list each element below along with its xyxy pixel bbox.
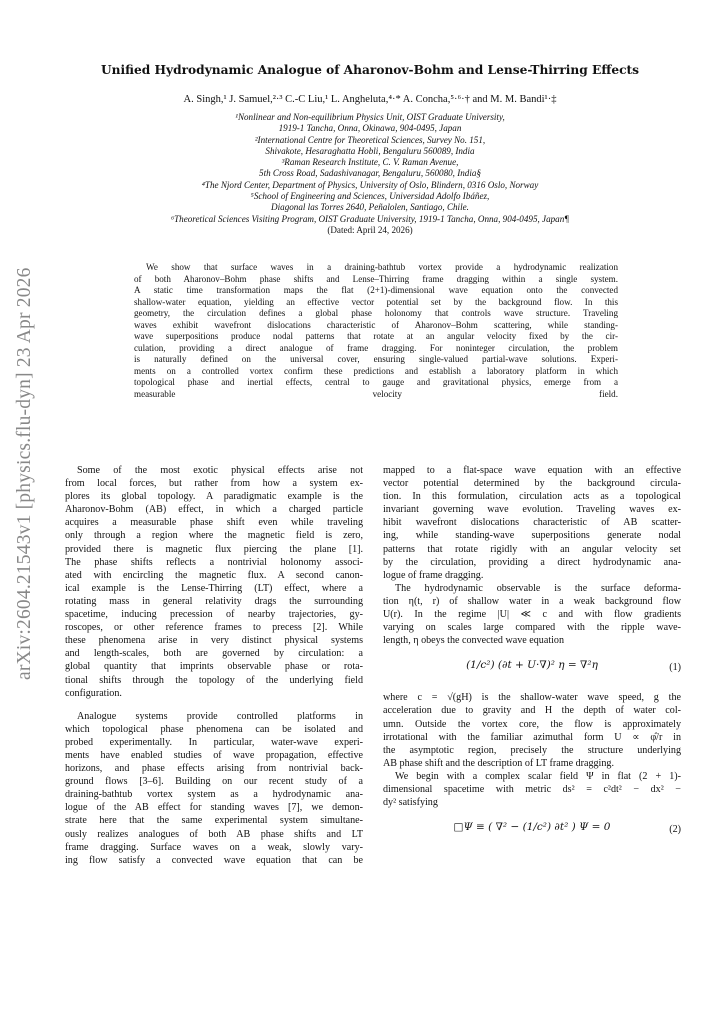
paper-title: Unified Hydrodynamic Analogue of Aharonov-Bohm and Lense-Thirring Effects — [101, 63, 639, 77]
body-line: logue of the AB effect for standing waves [7], we demon- — [65, 802, 363, 814]
body-line: ments have enabled studies of wave propagation, effective — [65, 749, 363, 761]
abstract-line: A static time transformation maps the flat (2+1)-dimensional wave equation onto the convected — [134, 285, 618, 295]
equation-1-number: (1) — [669, 662, 681, 674]
abstract-line: is naturally defined on the universal cover, ensuring single-valued partial-wave solutions. Experi- — [134, 354, 618, 364]
right-column — [383, 464, 681, 853]
abstract-line: shallow-water equation, yielding an effective vector potential set by the background flow. In this — [134, 296, 618, 307]
body-line: from local forces, but rather from how a system ex- — [65, 478, 363, 490]
body-line: The hydrodynamic observable is the surface deforma- — [395, 582, 681, 594]
abstract-line: We show that surface waves in a draining-bathtub vortex provide a hydrodynamic realization — [146, 262, 618, 272]
body-line: ical example is the Lense-Thirring (LT) effect, where a — [65, 582, 363, 594]
body-line: U(r). In the regime |U| ≪ c and with flow gradients — [383, 609, 681, 621]
body-line: Aharonov-Bohm (AB) effect, in which a charged particle — [65, 504, 363, 516]
equation-2 — [383, 815, 681, 849]
body-line: ing, while standing-wave superpositions generate nodal — [383, 530, 681, 542]
body-line: ing flow satisfy a convected wave equation that can be — [65, 854, 363, 866]
body-line: AB phase shift and the description of LT frame dragging. — [383, 757, 614, 769]
body-line: these phenomena arise in very distinct physical systems — [65, 635, 363, 647]
affiliation-line: ⁵School of Engineering and Sciences, Universidad Adolfo Ibáñez, — [250, 191, 490, 202]
body-line: invariant governing wave evolution. Traveling waves ex- — [383, 504, 681, 516]
affiliation-line: 1919-1 Tancha, Onna, Okinawa, 904-0495, Japan — [278, 123, 462, 134]
body-line: ously realizes analogues of both AB phase shifts and LT — [65, 828, 363, 840]
affiliation-line: Diagonal las Torres 2640, Peñalolen, Santiago, Chile. — [271, 202, 469, 213]
body-line: irrotational with the familiar azimuthal form U ∝ φ̂/r in — [383, 731, 681, 743]
equation-2-body: □Ψ ≡ ( ∇² − (1/c²) ∂t² ) Ψ = 0 — [453, 821, 611, 834]
body-line: logue of frame dragging. — [383, 569, 484, 581]
body-line: acceleration due to gravity and H the depth of water col- — [383, 705, 681, 717]
abstract-line: topological phase and inertial effects, central to gauge and gravitational physics, emerge from a — [134, 377, 618, 387]
body-line: and length-scales, both are governed by circulation: a — [65, 648, 363, 660]
abstract-line: geometry, the circulation defines a global phase holonomy that controls wave structure. Traveling — [134, 308, 618, 318]
abstract — [134, 262, 618, 400]
abstract-line: wave superpositions produce nodal patterns that rotate at an angular velocity fixed by the cir- — [134, 331, 618, 341]
body-line: global quantity that imprints observable phase or rota- — [65, 661, 363, 673]
affiliation-line: ¹Nonlinear and Non-equilibrium Physics Unit, OIST Graduate University, — [235, 112, 505, 122]
body-line: provided there is magnetic flux piercing the plane [1]. — [65, 543, 363, 555]
body-line: hibit wavefront dislocations characteristic of AB scatter- — [383, 517, 681, 529]
abstract-line: ments on a controlled vortex confirm these predictions and establish a laboratory platform in which — [134, 365, 618, 376]
equation-1-body: (1/c²) (∂t + U·∇)² η = ∇²η — [466, 659, 598, 672]
body-line: spacetime, inducing precession of nearby trajectories, gy- — [65, 609, 363, 621]
affiliation-line: 5th Cross Road, Sadashivanagar, Bengaluru, 560080, India§ — [259, 168, 481, 179]
affiliation-block — [70, 112, 670, 236]
body-line: vector potential determined by the background circula- — [383, 478, 681, 490]
body-line: mapped to a flat-space wave equation with an effective — [383, 465, 681, 476]
abstract-line: waves exhibit wavefront dislocations characteristic of Aharonov–Bohm scattering, while standing- — [134, 319, 618, 330]
affiliation-line: Shivakote, Hesaraghatta Hobli, Bengaluru 560089, India — [265, 145, 475, 156]
body-line: patterns that rotate rigidly with an angular velocity set — [383, 543, 681, 555]
abstract-line: culation, providing a direct analogue of frame dragging. For noninteger circulation, the problem — [134, 342, 618, 353]
body-line: tion η(t, r) of shallow water in a weak background flow — [383, 595, 681, 607]
dated-line: (Dated: April 24, 2026) — [327, 224, 413, 235]
body-line: by the circulation, providing a direct hydrodynamic ana- — [383, 556, 681, 568]
body-line: draining-bathtub vortex system as a hydrodynamic ana- — [65, 789, 363, 801]
body-line: probed experimentally. In particular, water-wave experi- — [65, 736, 363, 748]
body-line: tional shifts through the topology of the underlying field — [65, 674, 363, 686]
equation-1 — [383, 653, 681, 687]
body-line: the asymptotic region, precisely the structure underlying — [383, 744, 681, 756]
body-line: which topological phase phenomena can be isolated and — [65, 723, 363, 735]
body-line: ated with encircling the magnetic flux. A second canon- — [65, 569, 363, 581]
affiliation-line: ³Raman Research Institute, C. V. Raman Avenue, — [281, 157, 459, 168]
affiliation-line: ⁴The Njord Center, Department of Physics, University of Oslo, Blindern, 0316 Oslo, Norway — [201, 179, 539, 190]
author-list: A. Singh,¹ J. Samuel,²·³ C.-C Liu,¹ L. Angheluta,⁴·* A. Concha,⁵·⁶·† and M. M. Bandi¹·‡ — [183, 94, 557, 105]
body-line: strate here that the same experimental system simultane- — [65, 815, 363, 827]
body-line: configuration. — [65, 687, 122, 699]
body-line: frame dragging. Surface waves on a weak, slowly vary- — [65, 841, 363, 853]
abstract-line: measurable velocity field. — [134, 388, 618, 399]
abstract-line: of both Aharonov–Bohm phase shifts and Lense–Thirring frame dragging within a single system. — [134, 273, 618, 284]
body-line: We begin with a complex scalar field Ψ in flat (2 + 1)- — [395, 770, 681, 782]
body-line: The phase shifts reflects a nontrivial holonomy associ- — [65, 556, 363, 568]
equation-2-number: (2) — [669, 824, 681, 836]
arxiv-identifier: arXiv:2604.21543v1 [physics.flu-dyn] 23 Apr 2026 — [14, 267, 35, 680]
arxiv-side-stamp — [14, 250, 54, 680]
body-line: ground flows [3–6]. Building on our recent study of a — [65, 776, 363, 788]
affiliation-line: ⁶Theoretical Sciences Visiting Program, OIST Graduate University, 1919-1 Tancha, Onna, 904-0495, Japan¶ — [170, 213, 570, 224]
body-line: dy² satisfying — [383, 797, 438, 809]
body-line: plores its global topology. A paradigmatic example is the — [65, 491, 363, 503]
body-line: Some of the most exotic physical effects arise not — [77, 465, 363, 476]
body-line: acquires a measurable phase shift even while traveling — [65, 517, 363, 529]
body-line: dimensional spacetime with metric ds² = c²dt² − dx² − — [383, 783, 681, 795]
body-line: roscopes, or other reference frames to precess [2]. While — [65, 622, 363, 634]
left-column — [65, 464, 363, 867]
body-line: rotating mass in general relativity drags the surrounding — [65, 595, 363, 607]
body-line: where c = √(gH) is the shallow-water wave speed, g the — [383, 692, 681, 704]
body-line: only through a region where the magnetic field is zero, — [65, 530, 363, 542]
affiliation-line: ²International Centre for Theoretical Sciences, Survey No. 151, — [254, 134, 486, 145]
body-line: tion. In this formulation, circulation acts as a topological — [383, 491, 681, 503]
body-line: Analogue systems provide controlled platforms in — [77, 710, 363, 722]
body-line: length, η obeys the convected wave equation — [383, 635, 565, 647]
body-line: umn. Outside the vortex core, the flow is approximately — [383, 718, 681, 730]
body-line: varying on scales large compared with the ripple wave- — [383, 622, 681, 634]
body-line: horizons, and phase effects arising from nontrivial back- — [65, 763, 363, 775]
